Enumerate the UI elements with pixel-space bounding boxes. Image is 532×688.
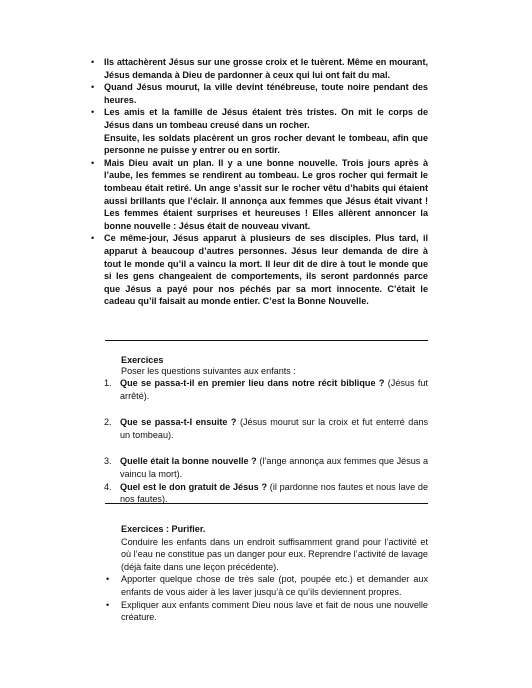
story-text: Ce même-jour, Jésus apparut à plusieurs de ses disciples. Plus tard, il apparut à beaucoup d’autres personnes. Jésus leur demanda de dire à tout le monde qu’il a vaincu la mort. Il leur dit de dire à tout le monde que si les gens changeaient de comportements, ils seront pardonnés parce que Jésus a payé pour nos péchés par sa mort innocente. C’était le cadeau qu’il faisait au monde entier. C’est la Bonne Nouvelle. — [104, 233, 428, 307]
story-bullet-list — [88, 56, 428, 308]
question-text: Que se passa-t-I ensuite ? — [120, 417, 237, 428]
activity-item — [104, 573, 428, 598]
bullet-icon: • — [91, 157, 95, 168]
story-text-continued: Ensuite, les soldats placèrent un gros rocher devant le tombeau, afin que personne ne puisse y entrer ou en sortir. — [104, 132, 428, 156]
question-text: Quel est le don gratuit de Jésus ? — [120, 481, 268, 492]
question-text: Que se passa-t-il en premier lieu dans notre récit biblique ? — [120, 378, 385, 388]
exercises-intro: Poser les questions suivantes aux enfants : — [121, 366, 296, 376]
exercises-heading: Exercices : Purifier. — [121, 524, 206, 534]
exercises-purifier — [104, 523, 428, 624]
section-divider — [105, 503, 428, 504]
question-list — [104, 377, 428, 506]
question-answer: (Jésus fut arrêté). — [120, 378, 428, 401]
activity-list — [104, 573, 428, 623]
question-number: 1. — [104, 378, 112, 388]
question-item — [104, 377, 428, 402]
story-item — [88, 232, 428, 308]
bullet-icon: • — [91, 107, 95, 118]
activity-item — [104, 599, 428, 624]
question-item — [104, 455, 428, 480]
bullet-icon: • — [106, 599, 110, 610]
question-answer: (l’ange annonça aux femmes que Jésus a vaincu la mort). — [120, 456, 428, 479]
section-divider — [105, 340, 428, 341]
question-text: Quelle était la bonne nouvelle ? — [120, 456, 257, 467]
story-text: Mais Dieu avait un plan. Il y a une bonne nouvelle. Trois jours après à l’aube, les femmes se rendirent au tombeau. Le gros rocher qui fermait le tombeau était retiré. Un ange s’assit sur le rocher vêtu d’habits qui étaient aussi brillants que l’éclair. Il annonça aux femmes que Jésus était vivant ! Les femmes étaient surprises et heureuses ! Elles allèrent annoncer la bonne nouvelle : Jésus était de nouveau vivant. — [104, 157, 428, 231]
story-item — [88, 81, 428, 106]
story-item — [88, 157, 428, 233]
story-text: Les amis et la famille de Jésus étaient très tristes. On mit le corps de Jésus dans un tombeau creusé dans un rocher. — [104, 107, 428, 130]
question-item — [104, 416, 428, 441]
question-number: 3. — [104, 456, 112, 467]
question-answer: (il pardonne nos fautes et nous lave de nos fautes). — [120, 481, 429, 505]
story-item — [88, 56, 428, 81]
bullet-icon: • — [91, 57, 95, 67]
activity-text: Expliquer aux enfants comment Dieu nous lave et fait de nous une nouvelle créature. — [121, 599, 428, 623]
question-item — [104, 481, 428, 506]
question-answer: (Jésus mourut sur la croix et fut enterré dans un tombeau). — [120, 417, 428, 440]
question-number: 2. — [104, 417, 112, 428]
bullet-icon: • — [91, 233, 95, 244]
story-text: Ils attachèrent Jésus sur une grosse croix et le tuèrent. Même en mourant, Jésus demanda à Dieu de pardonner à ceux qui lui ont fait du mal. — [104, 57, 428, 80]
bullet-icon: • — [106, 574, 110, 585]
bullet-icon: • — [91, 82, 95, 93]
story-item — [88, 106, 428, 156]
exercises-heading: Exercices — [121, 355, 164, 365]
story-text: Quand Jésus mourut, la ville devint ténébreuse, toute noire pendant des heures. — [104, 82, 428, 105]
activity-text: Apporter quelque chose de très sale (pot, poupée etc.) et demander aux enfants de vous aider à les laver jusqu’à ce qu’ils deviennent propres. — [121, 574, 428, 597]
exercises-body: Conduire les enfants dans un endroit suffisamment grand pour l’activité et où l’eau ne constitue pas un danger pour eux. Reprendre l’activité de lavage (déjà faite dans une leçon précédente). — [121, 536, 428, 572]
question-number: 4. — [104, 481, 112, 492]
